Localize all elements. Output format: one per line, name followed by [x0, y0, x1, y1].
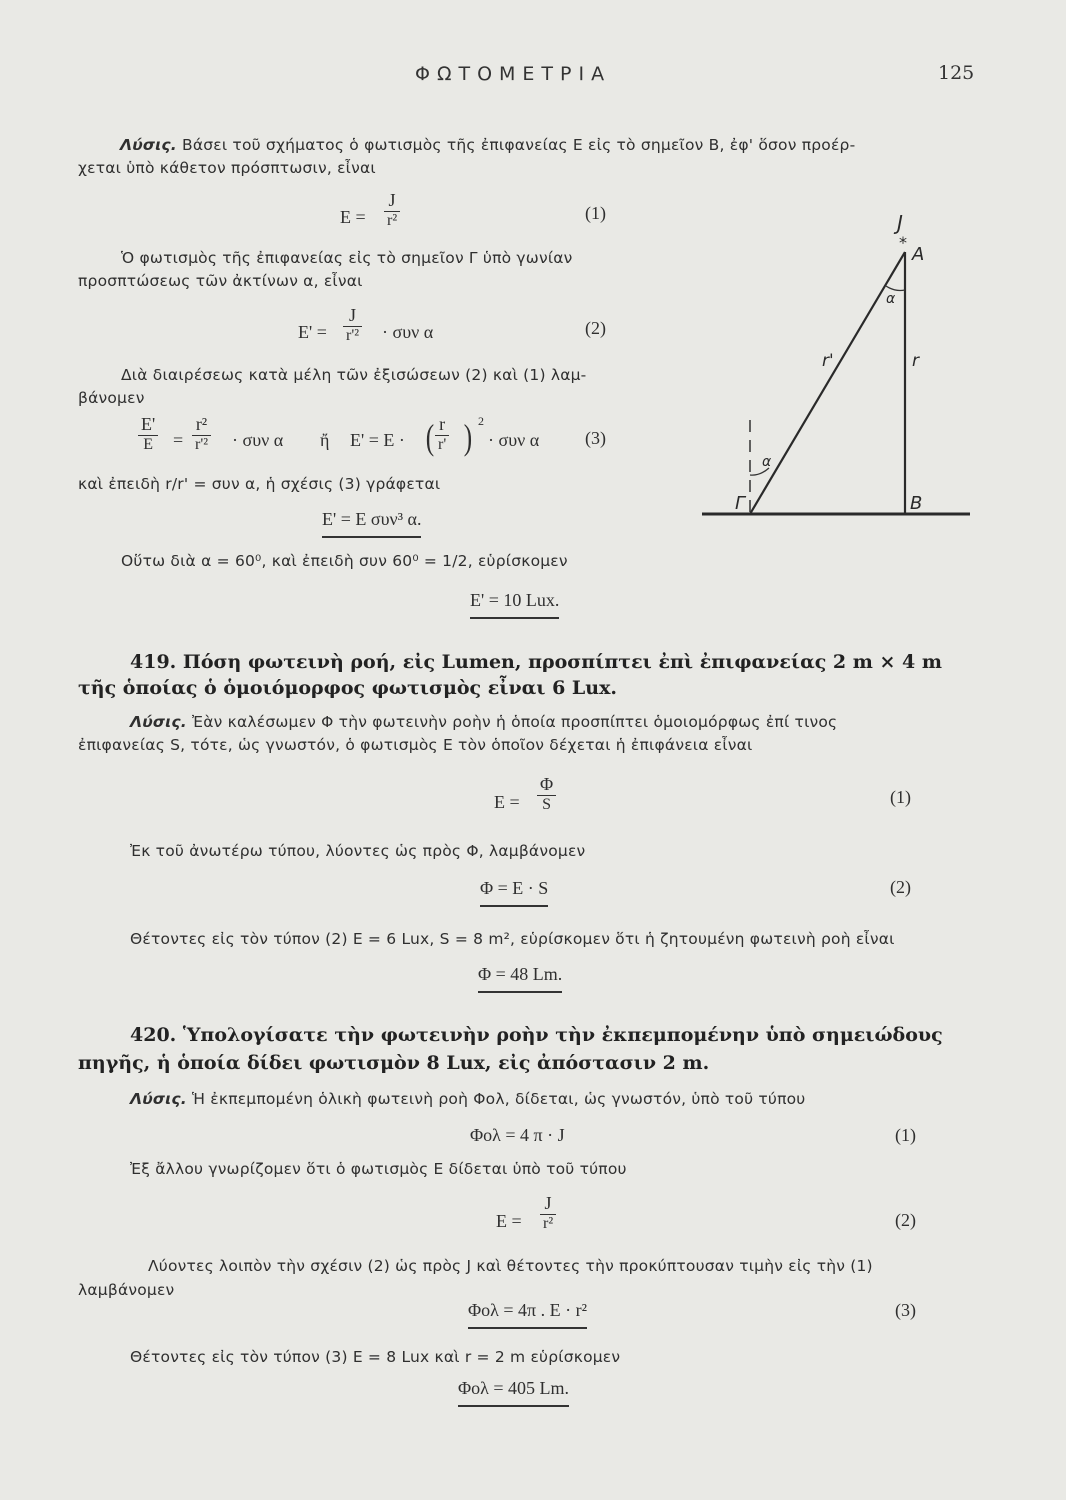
fraction-numerator: E'	[141, 414, 156, 434]
equation-419-1-lhs: E =	[494, 792, 520, 812]
paragraph-text: Οὕτω διὰ α = 60⁰, καὶ ἐπειδὴ συν 60⁰ = 1/2, εὑρίσκομεν	[121, 552, 568, 570]
fraction-numerator: r	[439, 414, 446, 434]
lysis-label: Λύσις.	[130, 1090, 187, 1108]
label-B: B	[910, 493, 923, 514]
fraction-numerator: J	[544, 1193, 552, 1213]
equation-1-lhs: E =	[340, 207, 366, 227]
fraction-numerator: r²	[195, 414, 208, 434]
problem-420-title-line2: πηγῆς, ἡ ὁποία δίδει φωτισμὸν 8 Lux, εἰς ἀπόστασιν 2 m.	[78, 1052, 710, 1074]
lysis-paragraph-1	[120, 136, 855, 154]
problem-title-text: Πόση φωτεινὴ ροή, εἰς Lumen, προσπίπτει ἐπὶ ἐπιφανείας 2 m × 4 m	[182, 651, 942, 673]
page-number: 125	[938, 62, 975, 84]
fraction-denominator: r'²	[343, 326, 362, 345]
result-420: Φολ = 405 Lm.	[458, 1378, 569, 1407]
equation-number: (2)	[895, 1210, 916, 1230]
equation-3-or: ἤ	[320, 430, 330, 450]
equation-419-1-fraction	[537, 774, 556, 814]
light-source-star: *	[899, 233, 907, 252]
paragraph-text: λαμβάνομεν	[78, 1281, 175, 1299]
fraction-denominator: r²	[384, 211, 400, 230]
paragraph-text: Λύοντες λοιπὸν τὴν σχέσιν (2) ὡς πρὸς J καὶ θέτοντες τὴν προκύπτουσαν τιμὴν εἰς τὴν (1)	[148, 1257, 873, 1275]
paragraph-text: βάνομεν	[78, 389, 145, 407]
label-J: J	[897, 211, 903, 235]
equation-number: (3)	[895, 1300, 916, 1320]
fraction-denominator: r²	[540, 1214, 556, 1233]
equals-sign: =	[173, 430, 184, 450]
problem-419-title-line2: τῆς ὁποίας ὁ ὁμοιόμορφος φωτισμὸς εἶναι 6 Lux.	[78, 677, 618, 699]
equation-3-mid-fraction	[192, 414, 211, 454]
paragraph-text: καὶ ἐπειδὴ r/r' = συν α, ἡ σχέσις (3) γράφεται	[78, 475, 441, 493]
page-header-title: ΦΩΤΟΜΕΤΡΙΑ	[415, 63, 612, 85]
equation-2-rhs: · συν α	[382, 322, 434, 342]
fraction-denominator: S	[537, 795, 556, 814]
label-r: r	[912, 351, 919, 371]
geometry-figure	[690, 200, 980, 530]
equation-number: (1)	[890, 787, 911, 807]
label-alpha-top: α	[886, 291, 896, 307]
left-paren: (	[425, 417, 435, 457]
lysis-label: Λύσις.	[130, 713, 187, 731]
fraction-numerator: J	[388, 190, 396, 210]
equation-419-2: Φ = E · S	[480, 878, 548, 907]
problem-number: 419.	[130, 651, 177, 673]
problem-420-title	[130, 1024, 943, 1046]
paragraph-text: Ἐὰν καλέσωμεν Φ τὴν φωτεινὴν ροὴν ἡ ὁποία προσπίπτει ὁμοιομόρφως ἐπί τινος	[192, 713, 838, 731]
problem-title-text: Ὑπολογίσατε τὴν φωτεινὴν ροὴν τὴν ἐκπεμπομένην ὑπὸ σημειώδους	[182, 1024, 943, 1046]
equation-number: (1)	[585, 203, 606, 223]
fraction-denominator: r'²	[192, 435, 211, 454]
right-paren: )	[463, 417, 473, 457]
equation-420-2-fraction	[540, 1193, 556, 1233]
fraction-numerator: J	[349, 305, 357, 325]
equation-number: (2)	[890, 877, 911, 897]
equation-420-3: Φολ = 4π . E · r²	[468, 1300, 587, 1329]
equation-number: (1)	[895, 1125, 916, 1145]
paragraph-text: Ἐξ ἄλλου γνωρίζομεν ὅτι ὁ φωτισμὸς Ε δίδεται ὑπὸ τοῦ τύπου	[130, 1160, 627, 1178]
intro-text-line2: χεται ὑπὸ κάθετον πρόσπτωσιν, εἶναι	[78, 159, 376, 177]
slanted-line-r-prime	[750, 252, 905, 514]
equation-3-paren-fraction	[435, 414, 449, 454]
equation-2-fraction	[343, 305, 362, 345]
fraction-numerator: Φ	[540, 774, 554, 794]
fraction-denominator: r'	[435, 435, 449, 454]
angle-arc-top	[886, 286, 905, 291]
equation-3-mid-rhs: · συν α	[232, 430, 284, 450]
lysis-paragraph-420	[130, 1090, 805, 1108]
equation-number: (2)	[585, 318, 606, 338]
exponent: 2	[478, 414, 484, 428]
equation-3-lhs-fraction	[138, 414, 158, 454]
paragraph-text: Διὰ διαιρέσεως κατὰ μέλη τῶν ἐξισώσεων (2) καὶ (1) λαμ-	[121, 366, 587, 384]
result-1: E' = 10 Lux.	[470, 590, 559, 619]
equation-number: (3)	[585, 428, 606, 448]
equation-4: E' = E συν³ α.	[322, 509, 421, 538]
paragraph-text: Θέτοντες εἰς τὸν τύπον (3) E = 8 Lux καὶ r = 2 m εὑρίσκομεν	[130, 1348, 621, 1366]
equation-2-lhs: E' =	[298, 322, 327, 342]
paragraph-text: Θέτοντες εἰς τὸν τύπον (2) E = 6 Lux, S = 8 m², εὑρίσκομεν ὅτι ἡ ζητουμένη φωτεινὴ ροὴ εἶναι	[130, 930, 895, 948]
paragraph-text: Ἡ ἐκπεμπομένη ὁλικὴ φωτεινὴ ροὴ Φολ, δίδεται, ὡς γνωστόν, ὑπὸ τοῦ τύπου	[192, 1090, 806, 1108]
equation-3-rhs-start: E' = E ·	[350, 430, 405, 450]
label-Gamma: Γ	[735, 493, 746, 514]
label-A: A	[912, 244, 925, 265]
equation-1-fraction	[384, 190, 400, 230]
equation-3-rhs-end: · συν α	[488, 430, 540, 450]
problem-419-title	[130, 651, 942, 673]
label-r-prime: r'	[822, 351, 834, 371]
paragraph-text: ἐπιφανείας S, τότε, ὡς γνωστόν, ὁ φωτισμὸς Ε τὸν ὁποῖον δέχεται ἡ ἐπιφάνεια εἶναι	[78, 736, 753, 754]
equation-420-1: Φολ = 4 π · J	[470, 1125, 565, 1145]
label-alpha-bottom: α	[762, 454, 772, 470]
lysis-label: Λύσις.	[120, 136, 177, 154]
paragraph-text: Ὁ φωτισμὸς τῆς ἐπιφανείας εἰς τὸ σημεῖον Γ ὑπὸ γωνίαν	[121, 249, 573, 267]
paragraph-text: Ἐκ τοῦ ἀνωτέρω τύπου, λύοντες ὡς πρὸς Φ, λαμβάνομεν	[130, 842, 586, 860]
paragraph-text: προσπτώσεως τῶν ἀκτίνων α, εἶναι	[78, 272, 363, 290]
lysis-paragraph-419	[130, 713, 837, 731]
result-419: Φ = 48 Lm.	[478, 964, 562, 993]
fraction-denominator: E	[138, 435, 158, 454]
problem-number: 420.	[130, 1024, 177, 1046]
intro-text: Βάσει τοῦ σχήματος ὁ φωτισμὸς τῆς ἐπιφανείας Ε εἰς τὸ σημεῖον Β, ἐφ' ὅσον προέρ-	[182, 136, 856, 154]
equation-420-2-lhs: E =	[496, 1211, 522, 1231]
